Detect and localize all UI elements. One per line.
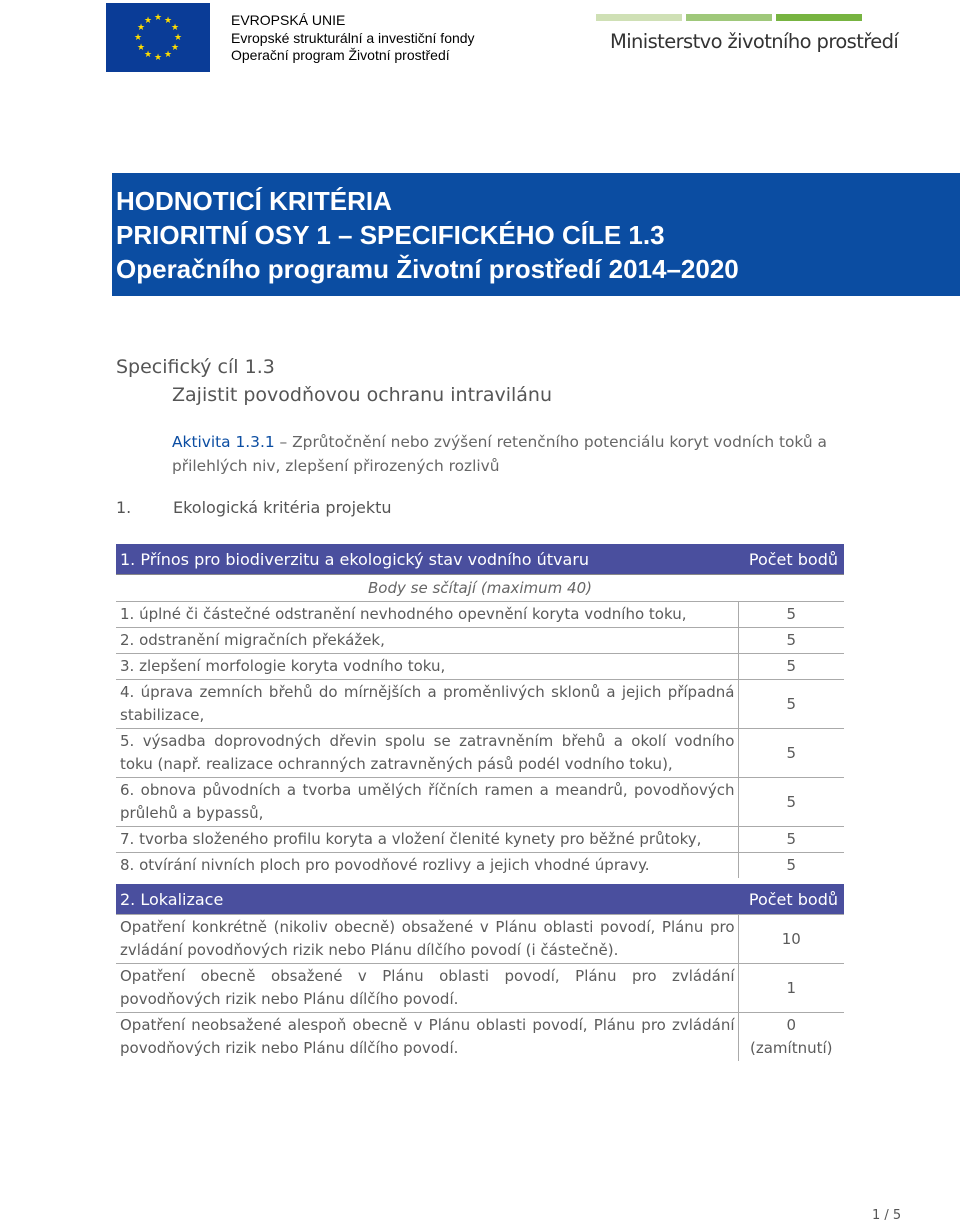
rejection-note: (zamítnutí) — [750, 1039, 833, 1057]
criterion-points: 5 — [738, 602, 844, 628]
criterion-points: 5 — [738, 628, 844, 654]
section-number: 1. — [116, 498, 132, 517]
svg-text:★: ★ — [136, 43, 146, 53]
criterion-text: 5. výsadba doprovodných dřevin spolu se zatravněním břehů a okolí vodního toku (např. realizace ochranných zatravněných pásů podél vodního toku), — [116, 729, 738, 778]
table-row — [116, 654, 844, 680]
criterion-text: Opatření obecně obsažené v Plánu oblasti povodí, Plánu pro zvládání povodňových rizik nebo Plánu dílčího povodí. — [116, 964, 738, 1013]
table-header-row — [116, 884, 844, 915]
ministry-bar — [686, 14, 772, 21]
table-row — [116, 915, 844, 964]
svg-text:★: ★ — [170, 23, 180, 33]
svg-text:★: ★ — [143, 16, 153, 26]
eu-line-2: Evropské strukturální a investiční fondy — [231, 29, 475, 46]
criterion-text: 6. obnova původních a tvorba umělých říčních ramen a meandrů, povodňových průlehů a bypassů, — [116, 778, 738, 827]
criterion-text: 3. zlepšení morfologie koryta vodního toku, — [116, 654, 738, 680]
criterion-points: 5 — [738, 778, 844, 827]
specific-goal-subheading: Zajistit povodňovou ochranu intravilánu — [172, 384, 553, 406]
svg-text:★: ★ — [143, 50, 153, 60]
svg-text:★: ★ — [163, 16, 173, 26]
table-row — [116, 964, 844, 1013]
criterion-text: 7. tvorba složeného profilu koryta a vložení členité kynety pro běžné průtoky, — [116, 827, 738, 853]
title-line-2: PRIORITNÍ OSY 1 – SPECIFICKÉHO CÍLE 1.3 — [116, 220, 665, 250]
criterion-points: 10 — [738, 915, 844, 964]
ministry-name: Ministerstvo životního prostředí — [610, 30, 899, 53]
table-row — [116, 602, 844, 628]
table-subheader-row — [116, 575, 844, 602]
criterion-text: Opatření neobsažené alespoň obecně v Plánu oblasti povodí, Plánu pro zvládání povodňových rizik nebo Plánu dílčího povodí. — [116, 1013, 738, 1062]
criterion-text: Opatření konkrétně (nikoliv obecně) obsažené v Plánu oblasti povodí, Plánu pro zvládání povodňových rizik nebo Plánu dílčího povodí (i částečně). — [116, 915, 738, 964]
eu-flag-logo — [106, 3, 210, 72]
criterion-points — [738, 1013, 844, 1062]
document-title — [116, 184, 739, 286]
criterion-text: 1. úplné či částečné odstranění nevhodného opevnění koryta vodního toku, — [116, 602, 738, 628]
section-heading — [116, 498, 392, 517]
title-line-1: HODNOTICÍ KRITÉRIA — [116, 186, 392, 216]
table-row — [116, 1013, 844, 1062]
criterion-text: 2. odstranění migračních překážek, — [116, 628, 738, 654]
activity-label: Aktivita 1.3.1 — [172, 433, 275, 451]
table-header-row — [116, 544, 844, 575]
criterion-points: 5 — [738, 680, 844, 729]
points-heading: Počet bodů — [738, 884, 844, 915]
svg-text:★: ★ — [163, 50, 173, 60]
criterion-points: 5 — [738, 827, 844, 853]
points-heading: Počet bodů — [738, 544, 844, 575]
eu-text-block — [231, 12, 475, 65]
scoring-note: Body se sčítají (maximum 40) — [116, 575, 844, 602]
section-title: Ekologická kritéria projektu — [173, 498, 392, 517]
svg-text:★: ★ — [170, 43, 180, 53]
svg-text:★: ★ — [153, 53, 163, 63]
ministry-bar — [596, 14, 682, 21]
criterion-text: 8. otvírání nivních ploch pro povodňové rozlivy a jejich vhodné úpravy. — [116, 853, 738, 879]
eu-stars-icon — [106, 3, 210, 72]
specific-goal-heading: Specifický cíl 1.3 — [116, 356, 275, 378]
page-number: 1 / 5 — [872, 1208, 902, 1223]
criterion-points: 5 — [738, 654, 844, 680]
criterion-heading: 1. Přínos pro biodiverzitu a ekologický stav vodního útvaru — [116, 544, 738, 575]
svg-text:★: ★ — [133, 33, 143, 43]
eu-line-3: Operační program Životní prostředí — [231, 47, 450, 63]
svg-text:★: ★ — [153, 13, 163, 23]
table-row — [116, 827, 844, 853]
table-row — [116, 628, 844, 654]
table-row — [116, 680, 844, 729]
criterion-heading: 2. Lokalizace — [116, 884, 738, 915]
criterion-points: 5 — [738, 853, 844, 879]
criterion-text: 4. úprava zemních břehů do mírnějších a proměnlivých sklonů a jejich případná stabilizace, — [116, 680, 738, 729]
criteria-table — [116, 544, 844, 1061]
ministry-logo-bars — [596, 12, 862, 22]
svg-text:★: ★ — [136, 23, 146, 33]
svg-text:★: ★ — [173, 33, 183, 43]
activity-text: – Zprůtočnění nebo zvýšení retenčního potenciálu koryt vodních toků a přilehlých niv, zlepšení přirozených rozlivů — [172, 433, 827, 475]
table-row — [116, 729, 844, 778]
criterion-points: 5 — [738, 729, 844, 778]
ministry-bar — [776, 14, 862, 21]
title-line-3: Operačního programu Životní prostředí 2014–2020 — [116, 254, 739, 284]
activity-description — [172, 430, 852, 478]
table-row — [116, 778, 844, 827]
table-row — [116, 853, 844, 879]
criterion-points: 1 — [738, 964, 844, 1013]
eu-line-1: EVROPSKÁ UNIE — [231, 12, 346, 28]
criterion-points-value: 0 — [786, 1016, 797, 1034]
